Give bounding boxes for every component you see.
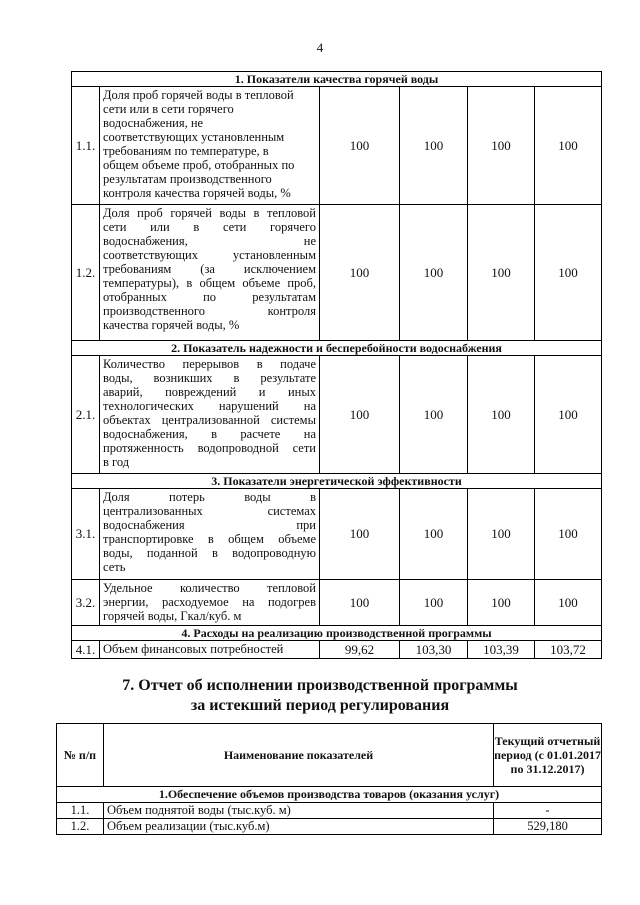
description-line: соответствующих установленным [103,248,316,262]
value-cell: 100 [535,580,602,626]
description-line: сети или в сети горячего [103,220,316,234]
description-line: водоснабжения, не [103,116,204,130]
section-title: 4. Расходы на реализацию производственной программы [72,626,602,641]
row-num: 1.2. [72,205,100,341]
table-row [72,580,602,626]
description-line: горячей воды, Гкал/куб. м [103,609,242,623]
row-description [100,356,320,474]
section-row [72,72,602,87]
value-cell: 100 [320,356,400,474]
description-line: водоснабжения, в расчете на [103,427,316,441]
description-line: технологических нарушений на [103,399,316,413]
value-cell: 100 [320,87,400,205]
row-description [100,641,320,659]
header-name: Наименование показателей [104,724,494,787]
row-description [100,580,320,626]
section-row [57,787,602,803]
value-cell: 100 [400,87,468,205]
value-cell: 100 [320,205,400,341]
value-cell: 103,72 [535,641,602,659]
value-cell: 100 [400,580,468,626]
description-line: в год [103,455,130,469]
table-row [72,87,602,205]
description-line: Доля потерь воды в [103,490,316,504]
description-line: контроля качества горячей воды, % [103,186,291,200]
table-row [72,641,602,659]
value-cell: 100 [535,489,602,580]
description-line: энергии, расходуемое на подогрев [103,595,316,609]
value-cell: 100 [320,580,400,626]
row-name: Объем реализации (тыс.куб.м) [104,819,494,835]
description-line: воды, возникших в результате [103,371,316,385]
row-description [100,87,320,205]
description-line: Удельное количество тепловой [103,581,316,595]
table-header-row [57,724,602,787]
description-line: объектах централизованной системы [103,413,316,427]
row-num: 3.2. [72,580,100,626]
description-line: качества горячей воды, % [103,318,240,332]
quality-indicators-table [71,71,602,659]
description-line: Количество перерывов в подаче [103,357,316,371]
value-cell: 100 [400,489,468,580]
table-row [72,205,602,341]
row-num: 1.1. [72,87,100,205]
table-row [57,819,602,835]
description-line: Доля проб горячей воды в тепловой [103,206,316,220]
section-7-heading-line-1: 7. Отчет об исполнении производственной программы [122,677,518,694]
page-number: 4 [316,40,324,55]
description-line: требованиям по температуре, в [103,144,269,158]
section-row [72,341,602,356]
program-report-table [56,723,602,835]
value-cell: 103,39 [468,641,535,659]
description-line: отобранных по результатам [103,290,316,304]
description-line: Объем финансовых потребностей [103,642,284,656]
row-description [100,205,320,341]
row-num: 1.2. [57,819,104,835]
value-cell: 100 [468,489,535,580]
section-title: 1.Обеспечение объемов производства товаров (оказания услуг) [57,787,602,803]
row-value: 529,180 [494,819,602,835]
value-cell: 100 [468,87,535,205]
row-name: Объем поднятой воды (тыс.куб. м) [104,803,494,819]
value-cell: 103,30 [400,641,468,659]
section-row [72,474,602,489]
description-line: воды, поданной в водопроводную [103,546,316,560]
description-line: температуры), в общем объеме проб, [103,276,316,290]
description-line: сеть [103,560,126,574]
description-line: централизованных системах [103,504,316,518]
value-cell: 100 [400,205,468,341]
description-line: протяженность водопроводной сети [103,441,316,455]
row-num: 3.1. [72,489,100,580]
section-title: 2. Показатель надежности и бесперебойности водоснабжения [72,341,602,356]
description-line: аварий, повреждений и иных [103,385,316,399]
section-7-heading [0,676,640,716]
table-row [57,803,602,819]
row-num: 2.1. [72,356,100,474]
section-title: 1. Показатели качества горячей воды [72,72,602,87]
section-7-heading-line-2: за истекший период регулирования [190,697,450,714]
row-description [100,489,320,580]
description-line: требованиям (за исключением [103,262,316,276]
table-row [72,356,602,474]
row-num: 4.1. [72,641,100,659]
value-cell: 100 [320,489,400,580]
description-line: соответствующих установленным [103,130,285,144]
value-cell: 100 [535,356,602,474]
description-line: водоснабжения при [103,518,316,532]
section-title: 3. Показатели энергетической эффективности [72,474,602,489]
description-line: транспортировке в общем объеме [103,532,316,546]
table-row [72,489,602,580]
header-num: № п/п [57,724,104,787]
section-row [72,626,602,641]
value-cell: 99,62 [320,641,400,659]
description-line: водоснабжения, не [103,234,316,248]
value-cell: 100 [400,356,468,474]
value-cell: 100 [468,356,535,474]
description-line: производственного контроля [103,304,316,318]
description-line: общем объеме проб, отобранных по [103,158,295,172]
description-line: сети или в сети горячего [103,102,234,116]
value-cell: 100 [468,580,535,626]
header-current-period: Текущий отчетный период (с 01.01.2017 по 31.12.2017) [494,724,602,787]
row-value: - [494,803,602,819]
row-num: 1.1. [57,803,104,819]
description-line: результатам производственного [103,172,272,186]
value-cell: 100 [535,87,602,205]
value-cell: 100 [535,205,602,341]
description-line: Доля проб горячей воды в тепловой [103,88,294,102]
value-cell: 100 [468,205,535,341]
